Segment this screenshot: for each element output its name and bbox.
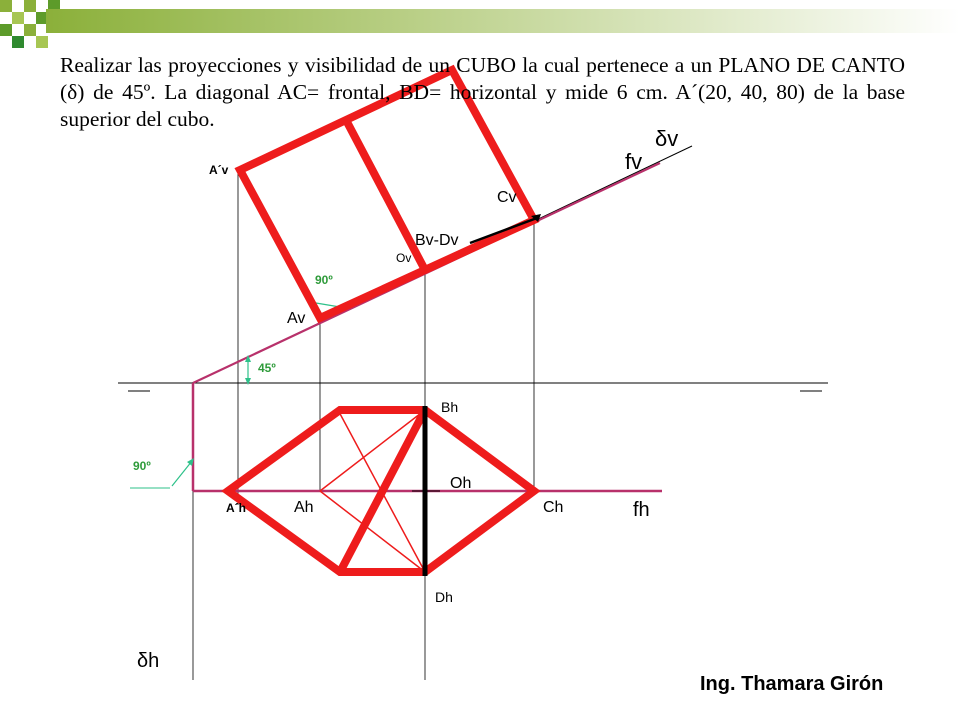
label-dh: Dh <box>435 589 453 605</box>
cube-mid-edge <box>346 120 425 270</box>
label-fv: fv <box>625 149 643 174</box>
author-credit: Ing. Thamara Girón <box>700 673 884 695</box>
label-ah: Ah <box>294 499 314 516</box>
label-angle-90-top: 90º <box>315 273 333 287</box>
label-ov: Ov <box>396 251 412 265</box>
label-angle-45: 45º <box>258 361 276 375</box>
angle-90-bottom-marker <box>172 461 192 486</box>
label-ch: Ch <box>543 499 564 516</box>
label-oh: Oh <box>450 475 472 492</box>
label-bd-v: Bv-Dv <box>415 232 459 249</box>
label-a-prime-v: A´v <box>209 163 229 177</box>
label-cv: Cv <box>497 189 517 206</box>
problem-statement: Realizar las proyecciones y visibilidad de un CUBO la cual pertenece a un PLANO DE CANTO (δ) de 45º. La diagonal AC= frontal, BD= horizontal y mide 6 cm. A´(20, 40, 80) de la base superior del cubo. <box>60 53 905 131</box>
diagonal-segment-v <box>470 218 537 243</box>
label-av: Av <box>287 310 306 327</box>
label-delta-h: δh <box>137 650 160 672</box>
label-angle-90-bottom: 90º <box>133 459 151 473</box>
label-fh: fh <box>633 499 650 521</box>
label-bh: Bh <box>441 399 459 415</box>
label-a-prime-h: A´h <box>226 501 246 515</box>
label-delta-v: δv <box>655 126 679 151</box>
